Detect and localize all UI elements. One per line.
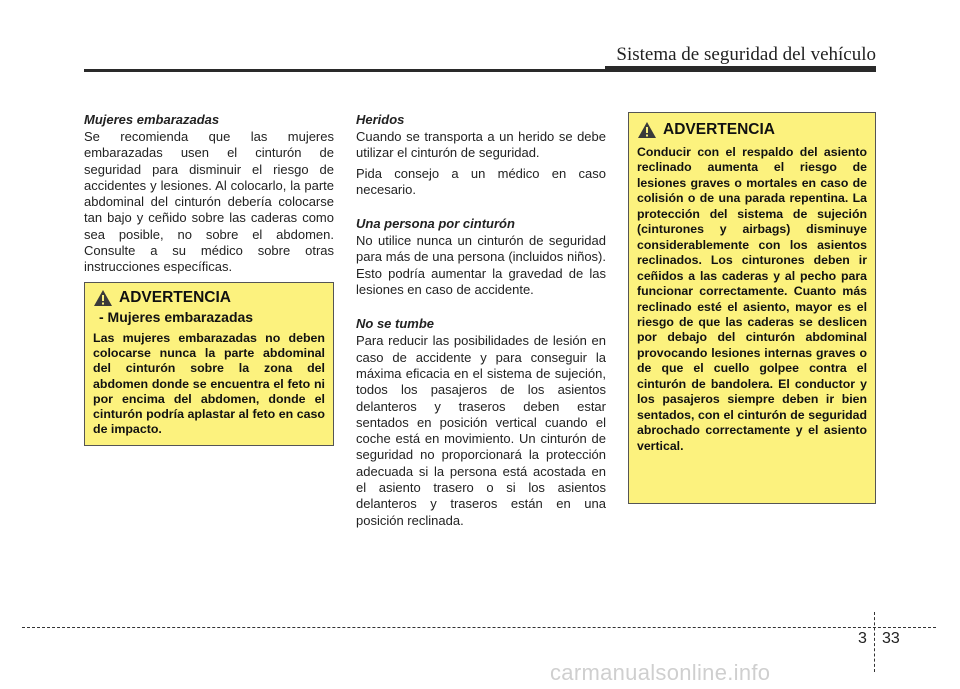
warning-triangle-icon bbox=[93, 289, 113, 307]
paragraph-una-persona: No utilice nunca un cinturón de seguridad para más de una persona (incluidos niños). Esto podría aumentar la gravedad de las lesiones en caso de accidente. bbox=[356, 233, 606, 298]
warning-title: ADVERTENCIA bbox=[119, 289, 231, 306]
warning-title: ADVERTENCIA bbox=[663, 121, 775, 138]
warning-header bbox=[637, 121, 867, 139]
warning-header bbox=[93, 289, 325, 307]
paragraph-no-se-tumbe: Para reducir las posibilidades de lesión en caso de accidente y para conseguir la máxima eficacia en el sistema de sujeción, todos los pasajeros de los asientos delanteros y traseros deben estar sentados en posición vertical cuando el coche está en movimiento. Un cinturón de seguridad no proporcionará la protección adecuada si la persona está acostada en el asiento trasero o si los asientos delanteros y traseros están en una posición reclinada. bbox=[356, 333, 606, 528]
left-column bbox=[84, 112, 334, 280]
warning-box-asiento-reclinado bbox=[628, 112, 876, 504]
warning-body: Conducir con el respaldo del asiento reclinado aumenta el riesgo de lesiones graves o mortales en caso de colisión o de una parada repentina. La protección del sistema de sujeción (cinturones y airbags) disminuye considerablemente con los asientos reclinados. Los cinturones deben ir ceñidos a las caderas y al pecho para funcionar correctamente. Cuanto más reclinado esté el asiento, mayor es el riesgo de que las caderas se deslicen por debajo del cinturón abdominal provocando lesiones internas graves o de que el cuello golpee contra el cinturón de bandolera. El conductor y los pasajeros siempre deben ir bien sentados, con el cinturón de seguridad abrochado correctamente y el asiento vertical. bbox=[637, 145, 867, 453]
warning-box-mujeres-embarazadas bbox=[84, 282, 334, 446]
spacer bbox=[356, 302, 606, 316]
watermark: carmanualsonline.info bbox=[550, 660, 771, 685]
header-rule-accent bbox=[605, 66, 876, 72]
footer-rule bbox=[22, 627, 936, 628]
chapter-number: 3 bbox=[858, 630, 867, 647]
heading-heridos: Heridos bbox=[356, 112, 405, 127]
page-number: 33 bbox=[882, 630, 900, 647]
page-number-separator bbox=[874, 612, 875, 672]
paragraph-heridos-1: Cuando se transporta a un herido se debe utilizar el cinturón de seguridad. bbox=[356, 129, 606, 161]
warning-subtitle: - Mujeres embarazadas bbox=[99, 309, 254, 325]
section-title: Sistema de seguridad del vehículo bbox=[616, 44, 876, 65]
heading-no-se-tumbe: No se tumbe bbox=[356, 316, 435, 332]
spacer bbox=[356, 202, 606, 216]
heading-una-persona: Una persona por cinturón bbox=[356, 216, 515, 232]
warning-body: Las mujeres embarazadas no deben colocarse nunca la parte abdominal del cinturón sobre la zona del abdomen donde se encuentra el feto ni por encima del abdomen, donde el cinturón podría aplastar al feto en caso de impacto. bbox=[93, 331, 325, 437]
paragraph-mujeres-embarazadas: Se recomienda que las mujeres embarazadas usen el cinturón de seguridad para disminuir el riesgo de accidentes y lesiones. Al colocarlo, la parte abdominal del cinturón debería colocarse tan bajo y ceñido sobre las caderas como sea posible, no sobre el abdomen. Consulte a su médico sobre otras instrucciones específicas. bbox=[84, 129, 334, 275]
heading-mujeres-embarazadas: Mujeres embarazadas bbox=[84, 112, 220, 127]
warning-triangle-icon bbox=[637, 121, 657, 139]
middle-column bbox=[356, 112, 606, 533]
paragraph-heridos-2: Pida consejo a un médico en caso necesario. bbox=[356, 165, 606, 197]
